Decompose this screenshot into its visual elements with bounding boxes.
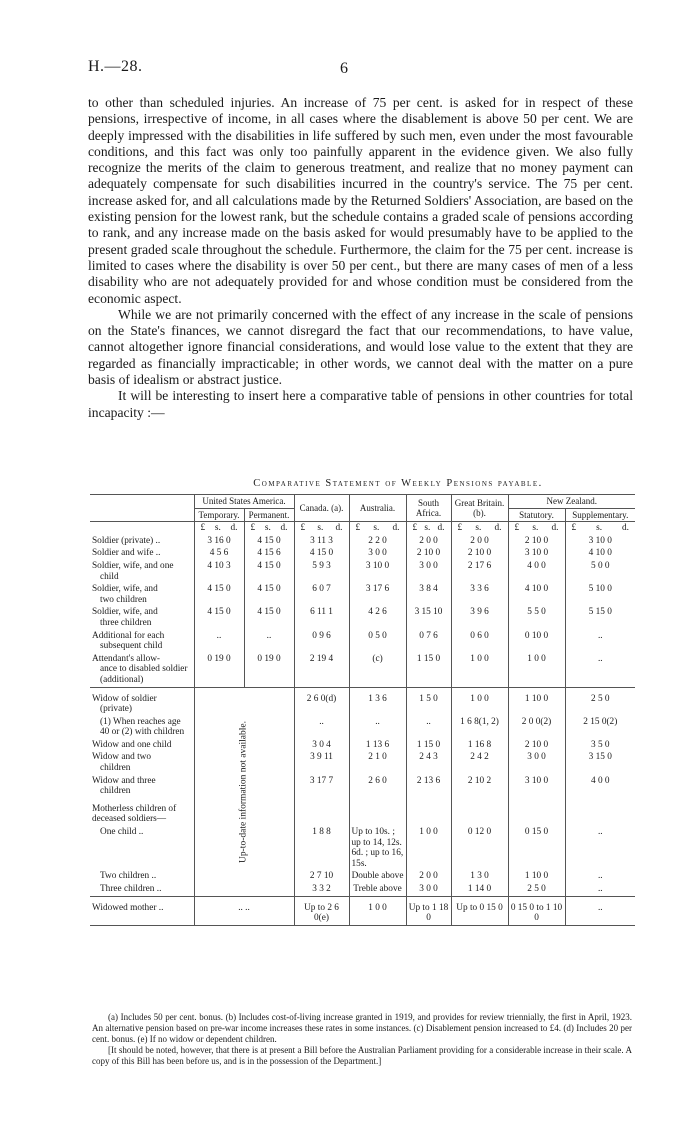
table-cell — [294, 798, 349, 826]
table-cell: 2 5 0 — [508, 883, 565, 896]
row-label: Soldier and wife .. — [92, 548, 161, 559]
table-cell: 1 0 0 — [451, 687, 508, 716]
table-cell: 3 17 7 — [294, 775, 349, 798]
table-cell: .. — [565, 896, 635, 925]
table-cell: .. — [294, 716, 349, 739]
table-cell: 6 11 1 — [294, 606, 349, 629]
table-cell: 0 12 0 — [451, 826, 508, 870]
table-cell: 2 4 2 — [451, 751, 508, 774]
table-cell: .. — [565, 883, 635, 896]
pence-sign: d. — [280, 523, 288, 534]
pound-sign: £ — [300, 523, 306, 534]
table-cell: 0 19 0 — [244, 653, 294, 687]
table-cell: (c) — [349, 653, 406, 687]
lsd-row — [90, 522, 635, 535]
footnote: [It should be noted, however, that there is at present a Bill before the Australian Parliament providing for a considerable increase in their scale. A copy of this Bill has been before us, and is in the possession of the Department.] — [92, 1045, 632, 1066]
table-cell: .. — [565, 870, 635, 883]
table-cell: 0 5 0 — [349, 630, 406, 653]
table-cell: 1 10 0 — [508, 870, 565, 883]
table-cell: 2 10 2 — [451, 775, 508, 798]
header-south-africa: South Africa. — [406, 495, 451, 522]
table-row — [90, 560, 635, 583]
table-cell: 1 8 8 — [294, 826, 349, 870]
table-cell: 1 0 0 — [349, 896, 406, 925]
table-cell: Up to 2 6 0(e) — [294, 896, 349, 925]
table-cell: .. .. — [194, 896, 294, 925]
table-row — [90, 535, 635, 548]
table-cell: Double above — [349, 870, 406, 883]
table-row — [90, 798, 635, 826]
table-cell: 4 15 0 — [244, 583, 294, 606]
table-cell: .. — [244, 630, 294, 653]
table-cell: 3 15 10 — [406, 606, 451, 629]
table-cell: 2 10 0 — [406, 547, 451, 560]
header-canada: Canada. (a). — [294, 495, 349, 522]
table-cell: 2 0 0 — [451, 535, 508, 548]
table-cell: 1 5 0 — [406, 687, 451, 716]
row-label-continuation: two children — [100, 594, 147, 605]
table-cell: 2 0 0 — [406, 535, 451, 548]
pence-sign: d. — [437, 523, 445, 534]
table-cell: 0 15 0 to 1 10 0 — [508, 896, 565, 925]
table-cell: 5 9 3 — [294, 560, 349, 583]
row-label-continuation: subsequent child — [100, 641, 163, 652]
table-row — [90, 653, 635, 687]
row-label-continuation: (private) — [100, 704, 133, 715]
table-cell: 3 3 2 — [294, 883, 349, 896]
table-cell: 1 0 0 — [406, 826, 451, 870]
row-label-continuation: child — [100, 571, 119, 582]
table-row — [90, 606, 635, 629]
shilling-sign: s. — [317, 523, 324, 534]
header-nz-supplementary: Supplementary. — [565, 508, 635, 522]
pound-sign: £ — [571, 523, 577, 534]
table-cell: 4 10 0 — [508, 583, 565, 606]
pence-sign: d. — [551, 523, 559, 534]
shilling-sign: s. — [475, 523, 482, 534]
table-cell — [508, 798, 565, 826]
table-cell: 3 8 4 — [406, 583, 451, 606]
shilling-sign: s. — [264, 523, 271, 534]
table-cell: 5 0 0 — [565, 560, 635, 583]
pensions-table — [90, 494, 635, 926]
table-cell: 3 10 0 — [349, 560, 406, 583]
row-label: Two children .. — [100, 871, 157, 882]
table-cell: 4 0 0 — [508, 560, 565, 583]
table-cell: 2 2 0 — [349, 535, 406, 548]
table-cell: 2 4 3 — [406, 751, 451, 774]
header-nz-statutory: Statutory. — [508, 508, 565, 522]
row-label: Soldier (private) .. — [92, 535, 161, 546]
table-cell: Up to 0 15 0 — [451, 896, 508, 925]
table-cell: 2 15 0(2) — [565, 716, 635, 739]
pence-sign: d. — [230, 523, 238, 534]
table-row — [90, 687, 635, 716]
table-cell: 2 6 0(d) — [294, 687, 349, 716]
table-cell — [406, 798, 451, 826]
table-cell: 3 0 0 — [406, 560, 451, 583]
table-cell: 5 5 0 — [508, 606, 565, 629]
table-cell: 4 15 0 — [294, 547, 349, 560]
paragraph: to other than scheduled injuries. An increase of 75 per cent. is asked for in respect of these pensions, irrespective of income, in all cases where the disablement is above 50 per cent. We are deeply impressed with the disabilities in life suffered by such men, even under the most favourable conditions, and this fact was only too painfully apparent in the evidence given. We also fully recognize the merits of the claim to generous treatment, and realize that no money payment can adequately compensate for such disabilities incurred in the country's service. The 75 per cent. increase asked for, and all calculations made by the Returned Soldiers' Association, are based on the existing pension for the lowest rank, but the schedule contains a graded scale of pensions according to rank, and any increase made on the basis asked for would presumably have to be applied to the present graded scale throughout the schedule. Furthermore, the claim for the 75 per cent. increase is limited to cases where the disability is over 50 per cent., but there are many cases of men of a less disability who are not adequately provided for and whose condition must be considered from the economic aspect. — [88, 95, 633, 306]
table-cell: 3 9 11 — [294, 751, 349, 774]
table-row — [90, 739, 635, 752]
table-cell: .. — [349, 716, 406, 739]
table-cell: 3 17 6 — [349, 583, 406, 606]
pound-sign: £ — [457, 523, 463, 534]
table-cell: 4 2 6 — [349, 606, 406, 629]
table-row — [90, 630, 635, 653]
header-usa-permanent: Permanent. — [244, 508, 294, 522]
footnote: (a) Includes 50 per cent. bonus. (b) Includes cost-of-living increase granted in 1919, and provides for review triennially, the first in April, 1923. An alternative pension based on pre-war income increases these rates in some instances. (c) Disablement pension increased to £4. (d) Includes 20 per cent. bonus. (e) If no widow or dependent children. — [92, 1012, 632, 1044]
table-cell: 1 3 6 — [349, 687, 406, 716]
table-cell: 4 15 0 — [194, 606, 244, 629]
header-great-britain: Great Britain. (b). — [451, 495, 508, 522]
pence-sign: d. — [494, 523, 502, 534]
table-row — [90, 896, 635, 925]
paragraph: While we are not primarily concerned with the effect of any increase in the scale of pensions on the State's finances, we cannot disregard the fact that our recommendations, to have value, cannot altogether ignore financial considerations, and would lose value to the extent that they are regarded as financially impracticable; in other words, we cannot deal with the matter on a pure basis of idealism or abstract justice. — [88, 306, 633, 388]
table-cell: 3 0 0 — [349, 547, 406, 560]
table-row — [90, 547, 635, 560]
table-cell: 4 15 0 — [244, 535, 294, 548]
table-cell: 2 17 6 — [451, 560, 508, 583]
table-cell: 3 0 0 — [508, 751, 565, 774]
row-label: One child .. — [100, 827, 144, 838]
table-cell: 1 0 0 — [451, 653, 508, 687]
page-number: 6 — [340, 60, 348, 77]
header-usa-temporary: Temporary. — [194, 508, 244, 522]
table-cell: 4 15 0 — [244, 606, 294, 629]
table-row — [90, 751, 635, 774]
table-cell: 1 3 0 — [451, 870, 508, 883]
table-cell: 1 14 0 — [451, 883, 508, 896]
row-label: Widowed mother .. — [92, 902, 164, 913]
row-label: (1) When reaches age 40 or (2) with children — [100, 716, 185, 738]
table-cell: 2 10 0 — [508, 535, 565, 548]
row-label: Motherless children of deceased soldiers— — [92, 803, 177, 825]
row-label: Attendant's allow- — [92, 653, 161, 664]
table-cell: 3 5 0 — [565, 739, 635, 752]
document-reference: H.—28. — [88, 58, 143, 75]
table-cell: Up to 10s. ; up to 14, 12s. 6d. ; up to 16, 15s. — [349, 826, 406, 870]
table-cell: .. — [194, 630, 244, 653]
table-cell: 2 19 4 — [294, 653, 349, 687]
table-cell: 2 0 0 — [406, 870, 451, 883]
row-label: Widow and two — [92, 752, 152, 763]
footnotes — [92, 1012, 632, 1067]
table-cell: 0 15 0 — [508, 826, 565, 870]
table-cell: 4 0 0 — [565, 775, 635, 798]
row-label: Soldier, wife, and — [92, 584, 158, 595]
table-cell: 1 10 0 — [508, 687, 565, 716]
shilling-sign: s. — [214, 523, 221, 534]
pound-sign: £ — [355, 523, 361, 534]
shilling-sign: s. — [373, 523, 380, 534]
table-cell — [451, 798, 508, 826]
table-cell: 0 9 6 — [294, 630, 349, 653]
pence-sign: d. — [622, 523, 630, 534]
table-cell: 3 10 0 — [565, 535, 635, 548]
table-cell: 2 13 6 — [406, 775, 451, 798]
table-cell: 0 7 6 — [406, 630, 451, 653]
table-cell: 1 15 0 — [406, 653, 451, 687]
table-cell: 4 10 0 — [565, 547, 635, 560]
table-cell: 2 7 10 — [294, 870, 349, 883]
table-row — [90, 826, 635, 870]
table-cell: .. — [565, 653, 635, 687]
table-cell: 1 13 6 — [349, 739, 406, 752]
header-australia: Australia. — [349, 495, 406, 522]
row-label: Three children .. — [100, 884, 162, 894]
table-cell: 4 10 3 — [194, 560, 244, 583]
pound-sign: £ — [200, 523, 206, 534]
table-title: Comparative Statement of Weekly Pensions payable. — [253, 478, 543, 489]
row-label-continuation: children — [100, 786, 131, 797]
table-cell: 0 6 0 — [451, 630, 508, 653]
shilling-sign: s. — [532, 523, 539, 534]
table-cell — [565, 798, 635, 826]
table-row — [90, 716, 635, 739]
table-cell: 3 0 0 — [406, 883, 451, 896]
table-cell: 3 16 0 — [194, 535, 244, 548]
table-row — [90, 583, 635, 606]
table-cell: .. — [565, 826, 635, 870]
table-cell: 2 10 0 — [451, 547, 508, 560]
unavailable-note: Up-to-date information not available. — [238, 720, 249, 863]
label-header — [90, 495, 194, 522]
table-cell — [349, 798, 406, 826]
table-row — [90, 883, 635, 896]
table-cell: 1 15 0 — [406, 739, 451, 752]
row-label-continuation: three children — [100, 617, 152, 628]
table-cell: 2 5 0 — [565, 687, 635, 716]
table-cell: 4 15 6 — [244, 547, 294, 560]
table-cell: 2 10 0 — [508, 739, 565, 752]
pound-sign: £ — [514, 523, 520, 534]
pence-sign: d. — [392, 523, 400, 534]
row-label: Additional for each — [92, 630, 165, 641]
table-cell: 4 15 0 — [194, 583, 244, 606]
shilling-sign: s. — [596, 523, 603, 534]
table-cell: 2 1 0 — [349, 751, 406, 774]
table-cell: Treble above — [349, 883, 406, 896]
table-row — [90, 775, 635, 798]
table-cell: 5 15 0 — [565, 606, 635, 629]
table-cell: 3 10 0 — [508, 775, 565, 798]
row-label-continuation: children — [100, 763, 131, 774]
paragraph: It will be interesting to insert here a comparative table of pensions in other countries for total incapacity :— — [88, 388, 633, 420]
pound-sign: £ — [412, 523, 418, 534]
table-cell: 1 6 8(1, 2) — [451, 716, 508, 739]
table-cell: Up to 1 18 0 — [406, 896, 451, 925]
table-cell: 0 10 0 — [508, 630, 565, 653]
table-cell: 3 10 0 — [508, 547, 565, 560]
table-cell: 6 0 7 — [294, 583, 349, 606]
table-cell: .. — [406, 716, 451, 739]
row-label: Widow of soldier — [92, 693, 157, 704]
row-label: Widow and three — [92, 775, 156, 786]
table-cell: 3 15 0 — [565, 751, 635, 774]
table-row — [90, 870, 635, 883]
table-cell: 1 16 8 — [451, 739, 508, 752]
pence-sign: d. — [335, 523, 343, 534]
table-cell: 3 3 6 — [451, 583, 508, 606]
header-usa: United States America. — [194, 495, 294, 509]
table-cell: 5 10 0 — [565, 583, 635, 606]
row-label-continuation: ance to disabled soldier (additional) — [100, 664, 188, 685]
table-cell: 3 0 4 — [294, 739, 349, 752]
row-label: Soldier, wife, and — [92, 607, 158, 618]
table-cell: 3 9 6 — [451, 606, 508, 629]
pound-sign: £ — [250, 523, 256, 534]
table-cell: .. — [565, 630, 635, 653]
body-text — [88, 95, 633, 421]
table-cell: 1 0 0 — [508, 653, 565, 687]
row-label: Widow and one child — [92, 739, 172, 750]
table-cell: 4 5 6 — [194, 547, 244, 560]
table-cell: 3 11 3 — [294, 535, 349, 548]
row-label: Soldier, wife, and one — [92, 560, 174, 571]
shilling-sign: s. — [424, 523, 431, 534]
table-cell: 2 0 0(2) — [508, 716, 565, 739]
table-cell: 2 6 0 — [349, 775, 406, 798]
table-cell: 4 15 0 — [244, 560, 294, 583]
table-cell: 0 19 0 — [194, 653, 244, 687]
header-new-zealand: New Zealand. — [508, 495, 635, 509]
unavailable-cell — [194, 687, 294, 896]
